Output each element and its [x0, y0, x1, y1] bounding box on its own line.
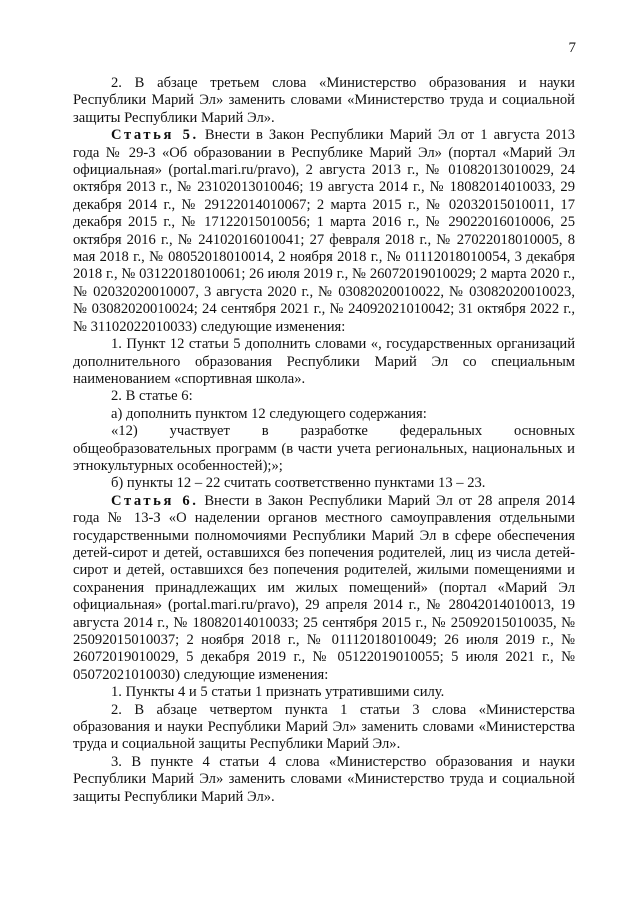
paragraph: 2. В статье 6:: [111, 388, 193, 405]
article-5-paragraph: Статья 5. Внести в Закон Республики Марий Эл от 1 августа 2013 года № 29-З «Об образовании в Республике Марий Эл» (портал «Марий Эл официальная» (portal.mari.ru/pravo), 2 августа 2013 г., № 01082013010029, 24 октября 2013 г., № 23102013010046; 19 августа 2014 г., № 18082014010033, 29 декабря 2014 г., № 29122014010067; 2 марта 2015 г., № 02032015010011, 17 декабря 2015 г., № 17122015010056; 1 марта 2016 г., № 29022016010006, 25 октября 2016 г., № 24102016010041; 27 февраля 2018 г., № 27022018010005, 8 мая 2018 г., № 08052018010014, 2 ноября 2018 г., № 01112018010054, 3 декабря 2018 г., № 03122018010061; 26 июля 2019 г., № 26072019010029; 2 марта 2020 г., № 02032020010007, 3 августа 2020 г., № 03082020010022, № 03082020010023, № 03082020010024; 24 сентября 2021 г., № 24092021010042; 31 октября 2022 г., № 31102022010033) следующие изменения:: [73, 127, 575, 335]
paragraph: 2. В абзаце четвертом пункта 1 статьи 3 слова «Министерства образования и науки Республики Марий Эл» заменить словами «Министерства труда и социальной защиты Республики Марий Эл».: [73, 701, 575, 753]
paragraph: «12) участвует в разработке федеральных основных общеобразовательных программ (в части учета региональных, национальных и этнокультурных особенностей);»;: [73, 423, 575, 474]
article-6-paragraph: Статья 6. Внести в Закон Республики Марий Эл от 28 апреля 2014 года № 13-З «О наделении органов местного самоуправления отдельными государственными полномочиями Республики Марий Эл в сфере обеспечения детей-сирот и детей, оставшихся без попечения родителей, лиц из числа детей-сирот и детей, оставшихся без попечения родителей, жилыми помещениями и сохранения принадлежащих им жилых помещений» (портал «Марий Эл официальная» (portal.mari.ru/pravo), 29 апреля 2014 г., № 28042014010013, 19 августа 2014 г., № 18082014010033; 25 сентября 2015 г., № 25092015010035, № 25092015010037; 2 ноября 2018 г., № 01112018010049; 26 июля 2019 г., № 26072019010029, 5 декабря 2019 г., № 05122019010055; 5 июля 2021 г., № 05072021010030) следующие изменения:: [73, 492, 575, 683]
paragraph: 3. В пункте 4 статьи 4 слова «Министерство образования и науки Республики Марий Эл» заменить словами «Министерство труда и социальной защиты Республики Марий Эл».: [73, 753, 575, 805]
paragraph: 1. Пункт 12 статьи 5 дополнить словами «, государственных организаций дополнительного образования Республики Марий Эл со специальным наименованием «спортивная школа».: [73, 336, 575, 387]
page-number: 7: [568, 40, 576, 56]
paragraph: 1. Пункты 4 и 5 статьи 1 признать утратившими силу.: [111, 684, 445, 701]
paragraph: а) дополнить пунктом 12 следующего содержания:: [111, 405, 427, 422]
document-body: [73, 75, 575, 806]
paragraph: 2. В абзаце третьем слова «Министерство образования и науки Республики Марий Эл» заменить словами «Министерство труда и социальной защиты Республики Марий Эл».: [73, 75, 575, 126]
paragraph: б) пункты 12 – 22 считать соответственно пунктами 13 – 23.: [111, 475, 486, 492]
article-heading: Статья 6.: [111, 492, 199, 509]
article-heading: Статья 5.: [111, 127, 199, 144]
